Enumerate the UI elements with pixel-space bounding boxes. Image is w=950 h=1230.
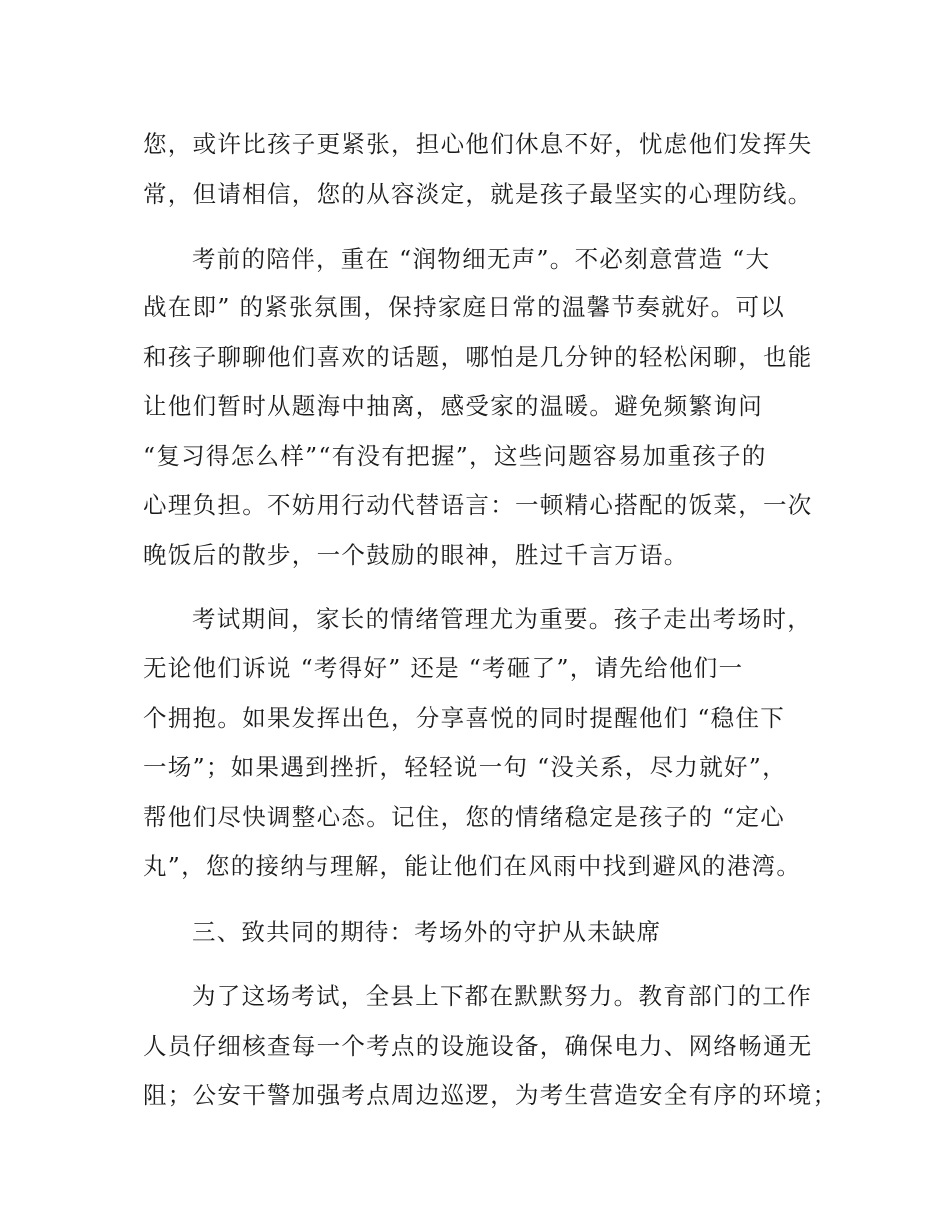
section-heading: 三、致共同的期待：考场外的守护从未缺席 [192,918,662,946]
paragraph-1-line-1: 您，或许比孩子更紧张，担心他们休息不好，忧虑他们发挥失 [143,130,813,158]
paragraph-2-line-3: 和孩子聊聊他们喜欢的话题，哪怕是几分钟的轻松闲聊，也能 [143,343,813,371]
paragraph-4-line-1: 为了这场考试，全县上下都在默默努力。教育部门的工作 [192,982,812,1010]
paragraph-3-line-6: 丸”，您的接纳与理解，能让他们在风雨中找到避风的港湾。 [143,852,802,880]
paragraph-3-line-2: 无论他们诉说 “考得好” 还是 “考砸了”，请先给他们一 [143,654,744,682]
paragraph-4-line-2: 人员仔细核查每一个考点的设施设备，确保电力、网络畅通无 [143,1032,813,1060]
paragraph-2-line-7: 晚饭后的散步，一个鼓励的眼神，胜过千言万语。 [143,541,689,569]
paragraph-3-line-1: 考试期间，家长的情绪管理尤为重要。孩子走出考场时， [192,605,812,633]
paragraph-2-line-1: 考前的陪伴，重在 “润物细无声”。不必刻意营造 “大 [192,245,771,273]
paragraph-2-line-4: 让他们暂时从题海中抽离，感受家的温暖。避免频繁询问 [143,392,763,420]
paragraph-2-line-6: 心理负担。不妨用行动代替语言：一顿精心搭配的饭菜，一次 [143,491,813,519]
paragraph-1-line-2: 常，但请相信，您的从容淡定，就是孩子最坚实的心理防线。 [143,180,813,208]
paragraph-2-line-5: “复习得怎么样”“有没有把握”，这些问题容易加重孩子的 [143,442,767,470]
paragraph-2-line-2: 战在即” 的紧张氛围，保持家庭日常的温馨节奏就好。可以 [143,293,786,321]
paragraph-4-line-3: 阻；公安干警加强考点周边巡逻，为考生营造安全有序的环境； [143,1081,838,1109]
paragraph-3-line-3: 个拥抱。如果发挥出色，分享喜悦的同时提醒他们 “稳住下 [143,704,786,732]
paragraph-3-line-4: 一场”；如果遇到挫折，轻轻说一句 “没关系，尽力就好”， [143,753,787,781]
paragraph-3-line-5: 帮他们尽快调整心态。记住，您的情绪稳定是孩子的 “定心 [143,803,786,831]
